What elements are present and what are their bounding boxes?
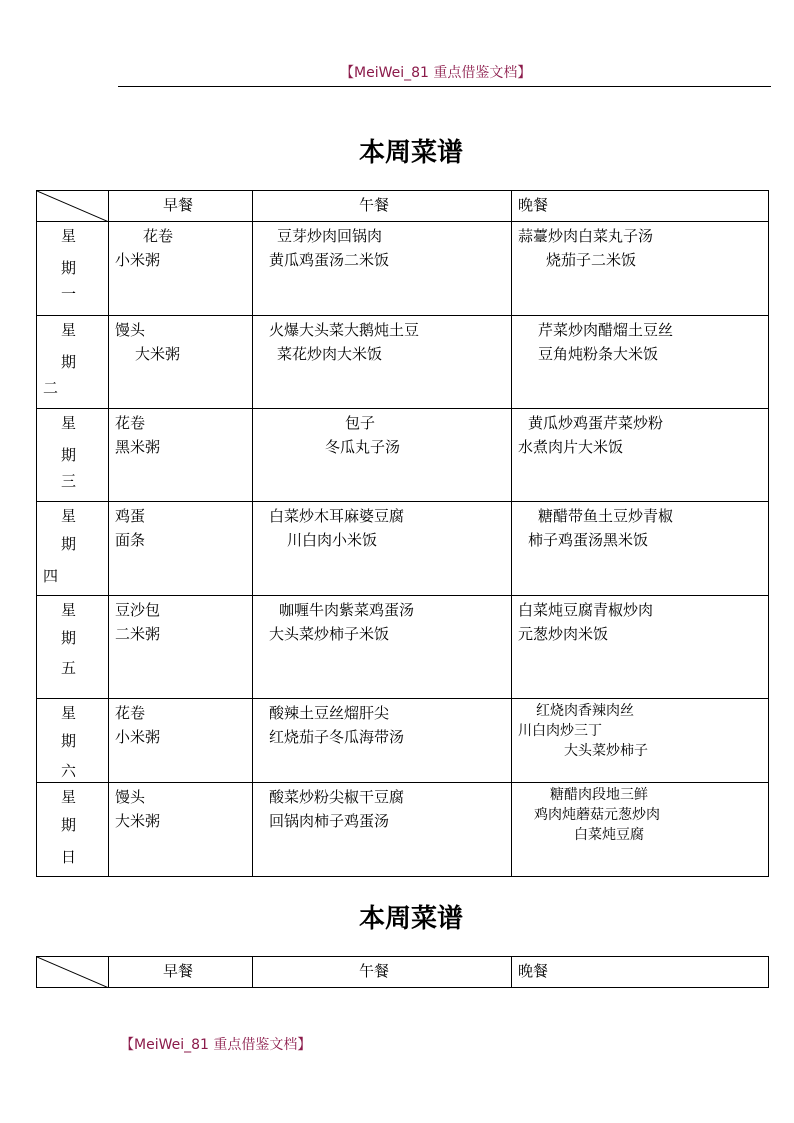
diagonal-line — [37, 191, 109, 222]
page-title-2: 本周菜谱 — [358, 904, 463, 934]
day-cell: 星 期 一 — [37, 222, 109, 316]
header-breakfast: 早餐 — [109, 191, 253, 222]
header-rule — [118, 86, 771, 87]
diagonal-line — [37, 957, 109, 988]
lunch-cell: 包子 冬瓜丸子汤 — [253, 409, 512, 502]
dinner-cell: 芹菜炒肉醋熘土豆丝 豆角炖粉条大米饭 — [512, 316, 769, 409]
day-cell: 星 期 日 — [37, 783, 109, 877]
lunch-cell: 火爆大头菜大鹅炖土豆 菜花炒肉大米饭 — [253, 316, 512, 409]
header-dinner: 晚餐 — [512, 191, 769, 222]
menu-header-row — [37, 191, 769, 222]
header-note: 【MeiWei_81 重点借鉴文档】 — [340, 65, 532, 81]
dinner-cell: 白菜炖豆腐青椒炒肉 元葱炒肉米饭 — [512, 596, 769, 699]
day-cell: 星 期 二 — [37, 316, 109, 409]
day-cell: 星 期 四 — [37, 502, 109, 596]
dinner-cell: 蒜薹炒肉白菜丸子汤 烧茄子二米饭 — [512, 222, 769, 316]
breakfast-cell: 馒头 大米粥 — [109, 316, 253, 409]
table-row — [37, 502, 769, 596]
table-row — [37, 222, 769, 316]
table-row — [37, 316, 769, 409]
table-row — [37, 699, 769, 783]
footer-note: 【MeiWei_81 重点借鉴文档】 — [120, 1037, 312, 1053]
header-lunch: 午餐 — [253, 957, 512, 988]
dinner-cell: 黄瓜炒鸡蛋芹菜炒粉 水煮肉片大米饭 — [512, 409, 769, 502]
breakfast-cell: 花卷 小米粥 — [109, 222, 253, 316]
breakfast-cell: 豆沙包 二米粥 — [109, 596, 253, 699]
table-row — [37, 783, 769, 877]
lunch-cell: 白菜炒木耳麻婆豆腐 川白肉小米饭 — [253, 502, 512, 596]
table-row — [37, 596, 769, 699]
lunch-cell: 酸菜炒粉尖椒干豆腐 回锅肉柿子鸡蛋汤 — [253, 783, 512, 877]
lunch-cell: 酸辣土豆丝熘肝尖 红烧茄子冬瓜海带汤 — [253, 699, 512, 783]
dinner-cell: 糖醋带鱼土豆炒青椒 柿子鸡蛋汤黑米饭 — [512, 502, 769, 596]
menu-table-2 — [36, 956, 769, 988]
dinner-cell: 糖醋肉段地三鲜 鸡肉炖蘑菇元葱炒肉 白菜炖豆腐 — [512, 783, 769, 877]
corner-cell — [37, 957, 109, 988]
day-cell: 星 期 三 — [37, 409, 109, 502]
lunch-cell: 豆芽炒肉回锅肉 黄瓜鸡蛋汤二米饭 — [253, 222, 512, 316]
page-title: 本周菜谱 — [358, 138, 463, 168]
header-breakfast: 早餐 — [109, 957, 253, 988]
breakfast-cell: 鸡蛋 面条 — [109, 502, 253, 596]
breakfast-cell: 花卷 黑米粥 — [109, 409, 253, 502]
breakfast-cell: 馒头 大米粥 — [109, 783, 253, 877]
day-cell: 星 期 六 — [37, 699, 109, 783]
table-row — [37, 409, 769, 502]
day-cell: 星 期 五 — [37, 596, 109, 699]
breakfast-cell: 花卷 小米粥 — [109, 699, 253, 783]
lunch-cell: 咖喱牛肉紫菜鸡蛋汤 大头菜炒柿子米饭 — [253, 596, 512, 699]
menu-header-row — [37, 957, 769, 988]
corner-cell — [37, 191, 109, 222]
header-lunch: 午餐 — [253, 191, 512, 222]
header-dinner: 晚餐 — [512, 957, 769, 988]
dinner-cell: 红烧肉香辣肉丝 川白肉炒三丁 大头菜炒柿子 — [512, 699, 769, 783]
menu-table — [36, 190, 769, 877]
